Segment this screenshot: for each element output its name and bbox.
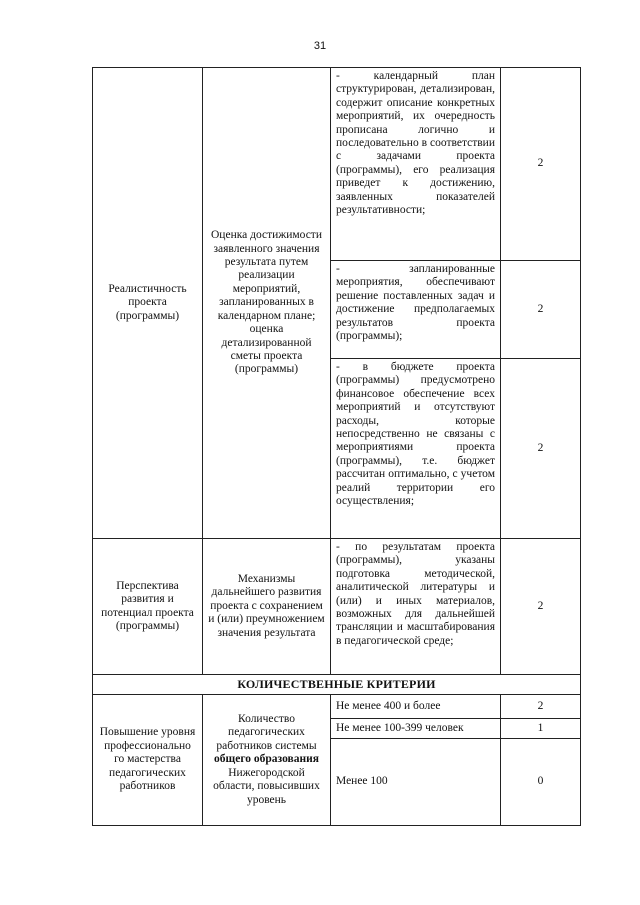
description-cell: Не менее 400 и более (331, 695, 501, 719)
criterion-realism: Реалистичность проекта (программы) (93, 68, 203, 539)
score-cell: 0 (501, 739, 581, 826)
criteria-table (92, 67, 581, 826)
score-cell: 1 (501, 719, 581, 739)
score-cell: 2 (501, 261, 581, 359)
description-cell: - в бюджете проекта (программы) предусмотрено финансовое обеспечение всех мероприятий и отсутствуют расходы, которые непосредственно не связаны с мероприятиями проекта (программы), т.е. бюджет рассчитан оптимально, с учетом реалий территории его осуществления; (331, 359, 501, 539)
indicator-text: Количество педагогических работников системы (216, 713, 317, 752)
score-cell: 2 (501, 539, 581, 675)
description-cell: - запланированные мероприятия, обеспечивают решение поставленных задач и достижение предполагаемых результатов проекта (программы); (331, 261, 501, 359)
indicator-skill (203, 695, 331, 826)
table-row (93, 539, 581, 675)
description-cell: - календарный план структурирован, детализирован, содержит описание конкретных мероприятий, их очередность прописана логично и последовательно в соответствии с задачами проекта (программы), его реализация приведет к достижению, заявленных показателей результативности; (331, 68, 501, 261)
table-row (93, 68, 581, 261)
score-cell: 2 (501, 695, 581, 719)
indicator-prospects: Механизмы дальнейшего развития проекта с сохранением и (или) преумножением значения результата (203, 539, 331, 675)
indicator-realism: Оценка достижимости заявленного значения результата путем реализации мероприятий, запланированных в календарном плане; оценка детализированной сметы проекта (программы) (203, 68, 331, 539)
section-header: КОЛИЧЕСТВЕННЫЕ КРИТЕРИИ (93, 675, 581, 695)
criterion-skill: Повышение уровня профессионально го мастерства педагогических работников (93, 695, 203, 826)
criterion-prospects: Перспектива развития и потенциал проекта (программы) (93, 539, 203, 675)
score-cell: 2 (501, 359, 581, 539)
indicator-bold-text: общего образования (214, 753, 319, 766)
description-cell: Не менее 100-399 человек (331, 719, 501, 739)
description-cell: - по результатам проекта (программы), указаны подготовка методической, аналитической литературы и (или) и иных материалов, возможных для дальнейшей трансляции и масштабирования в педагогической среде; (331, 539, 501, 675)
section-header-row (93, 675, 581, 695)
indicator-text: Нижегородской области, повысивших уровень (213, 766, 320, 806)
page-number: 31 (313, 40, 327, 52)
description-cell: Менее 100 (331, 739, 501, 826)
table-row (93, 695, 581, 719)
score-cell: 2 (501, 68, 581, 261)
